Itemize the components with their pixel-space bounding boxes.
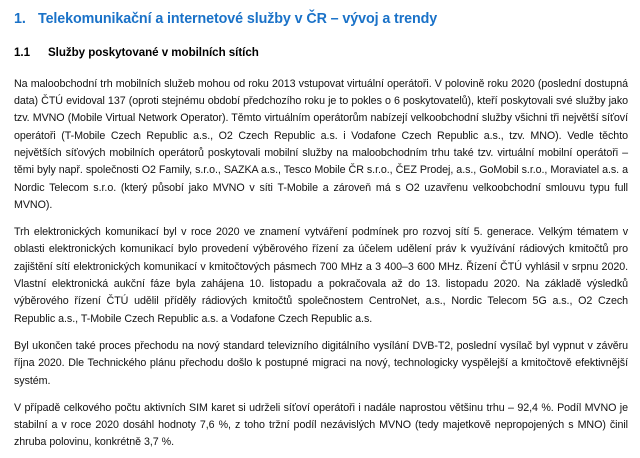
section-heading-1 [14, 0, 628, 27]
paragraph: Trh elektronických komunikací byl v roce 2020 ve znamení vytváření podmínek pro rozvoj sítí 5. generace. Velkým tématem v oblasti elektronických komunikací bylo provedení výběrového řízení za účelem udělení práv k využívání rádiových kmitočtů pro zajištění sítí elektronických komunikací v kmitočtových pásmech 700 MHz a 3 400–3 600 MHz. Řízení ČTÚ vyhlásil v srpnu 2020. Vlastní elektronická aukční fáze byla zahájena 10. listopadu a pokračovala až do 13. listopadu 2020. Na základě výsledků výběrového řízení ČTÚ udělil příděly rádiových kmitočtů společnostem CentroNet, a.s., Nordic Telecom 5G a.s., O2 Czech Republic a.s., T-Mobile Czech Republic a.s. a Vodafone Czech Republic a.s. [14, 226, 628, 325]
section-heading-2 [14, 46, 628, 59]
paragraph: Byl ukončen také proces přechodu na nový standard televizního digitálního vysílání DVB-T2, poslední vysílač byl vypnut v závěru října 2020. Dle Technického plánu přechodu došlo k postupné migraci na nový, technologicky vyspělejší a kmitočtově efektivnější systém. [14, 339, 628, 387]
section-heading-1-text: Telekomunikační a internetové služby v ČR – vývoj a trendy [38, 11, 438, 27]
section-heading-2-text: Služby poskytované v mobilních sítích [48, 46, 259, 60]
section-heading-2-number: 1.1 [14, 46, 30, 60]
section-heading-1-number: 1. [14, 11, 26, 27]
paragraph: Na maloobchodní trh mobilních služeb mohou od roku 2013 vstupovat virtuální operátoři. V polovině roku 2020 (poslední dostupná data) ČTÚ evidoval 137 (oproti stejnému období předchozího roku je to pokles o 6 poskytovatelů), kteří poskytovali své služby jako tzv. MVNO (Mobile Virtual Network Operator). Těmto virtuálním operátorům nabízejí velkoobchodní služby všichni tři největší síťoví operátoři (T-Mobile Czech Republic a.s., O2 Czech Republic a.s. i Vodafone Czech Republic a.s., tzv. MNO). Vedle těchto největších síťových mobilních operátorů poskytovali mobilní služby na maloobchodním trhu také tzv. virtuální mobilní operátoři – těmi byly např. společnosti O2 Family, s.r.o., SAZKA a.s., Tesco Mobile ČR s.r.o., ČEZ Prodej, a.s., GoMobil s.r.o., Moraviatel a.s. a Nordic Telecom s.r.o. (který působí jako MVNO v síti T-Mobile a zároveň má s O2 uzavřenu velkoobchodní smlouvu typu full MVNO). [14, 77, 628, 211]
body-text [14, 76, 628, 452]
paragraph: V případě celkového počtu aktivních SIM karet si udrželi síťoví operátoři i nadále naprostou většinu trhu – 92,4 %. Podíl MVNO je stabilní a v roce 2020 dosáhl hodnoty 7,6 %, z toho tržní podíl nezávislých MVNO (tedy majetkově nepropojených s MNO) činil zhruba polovinu, konkrétně 3,7 %. [14, 401, 628, 449]
